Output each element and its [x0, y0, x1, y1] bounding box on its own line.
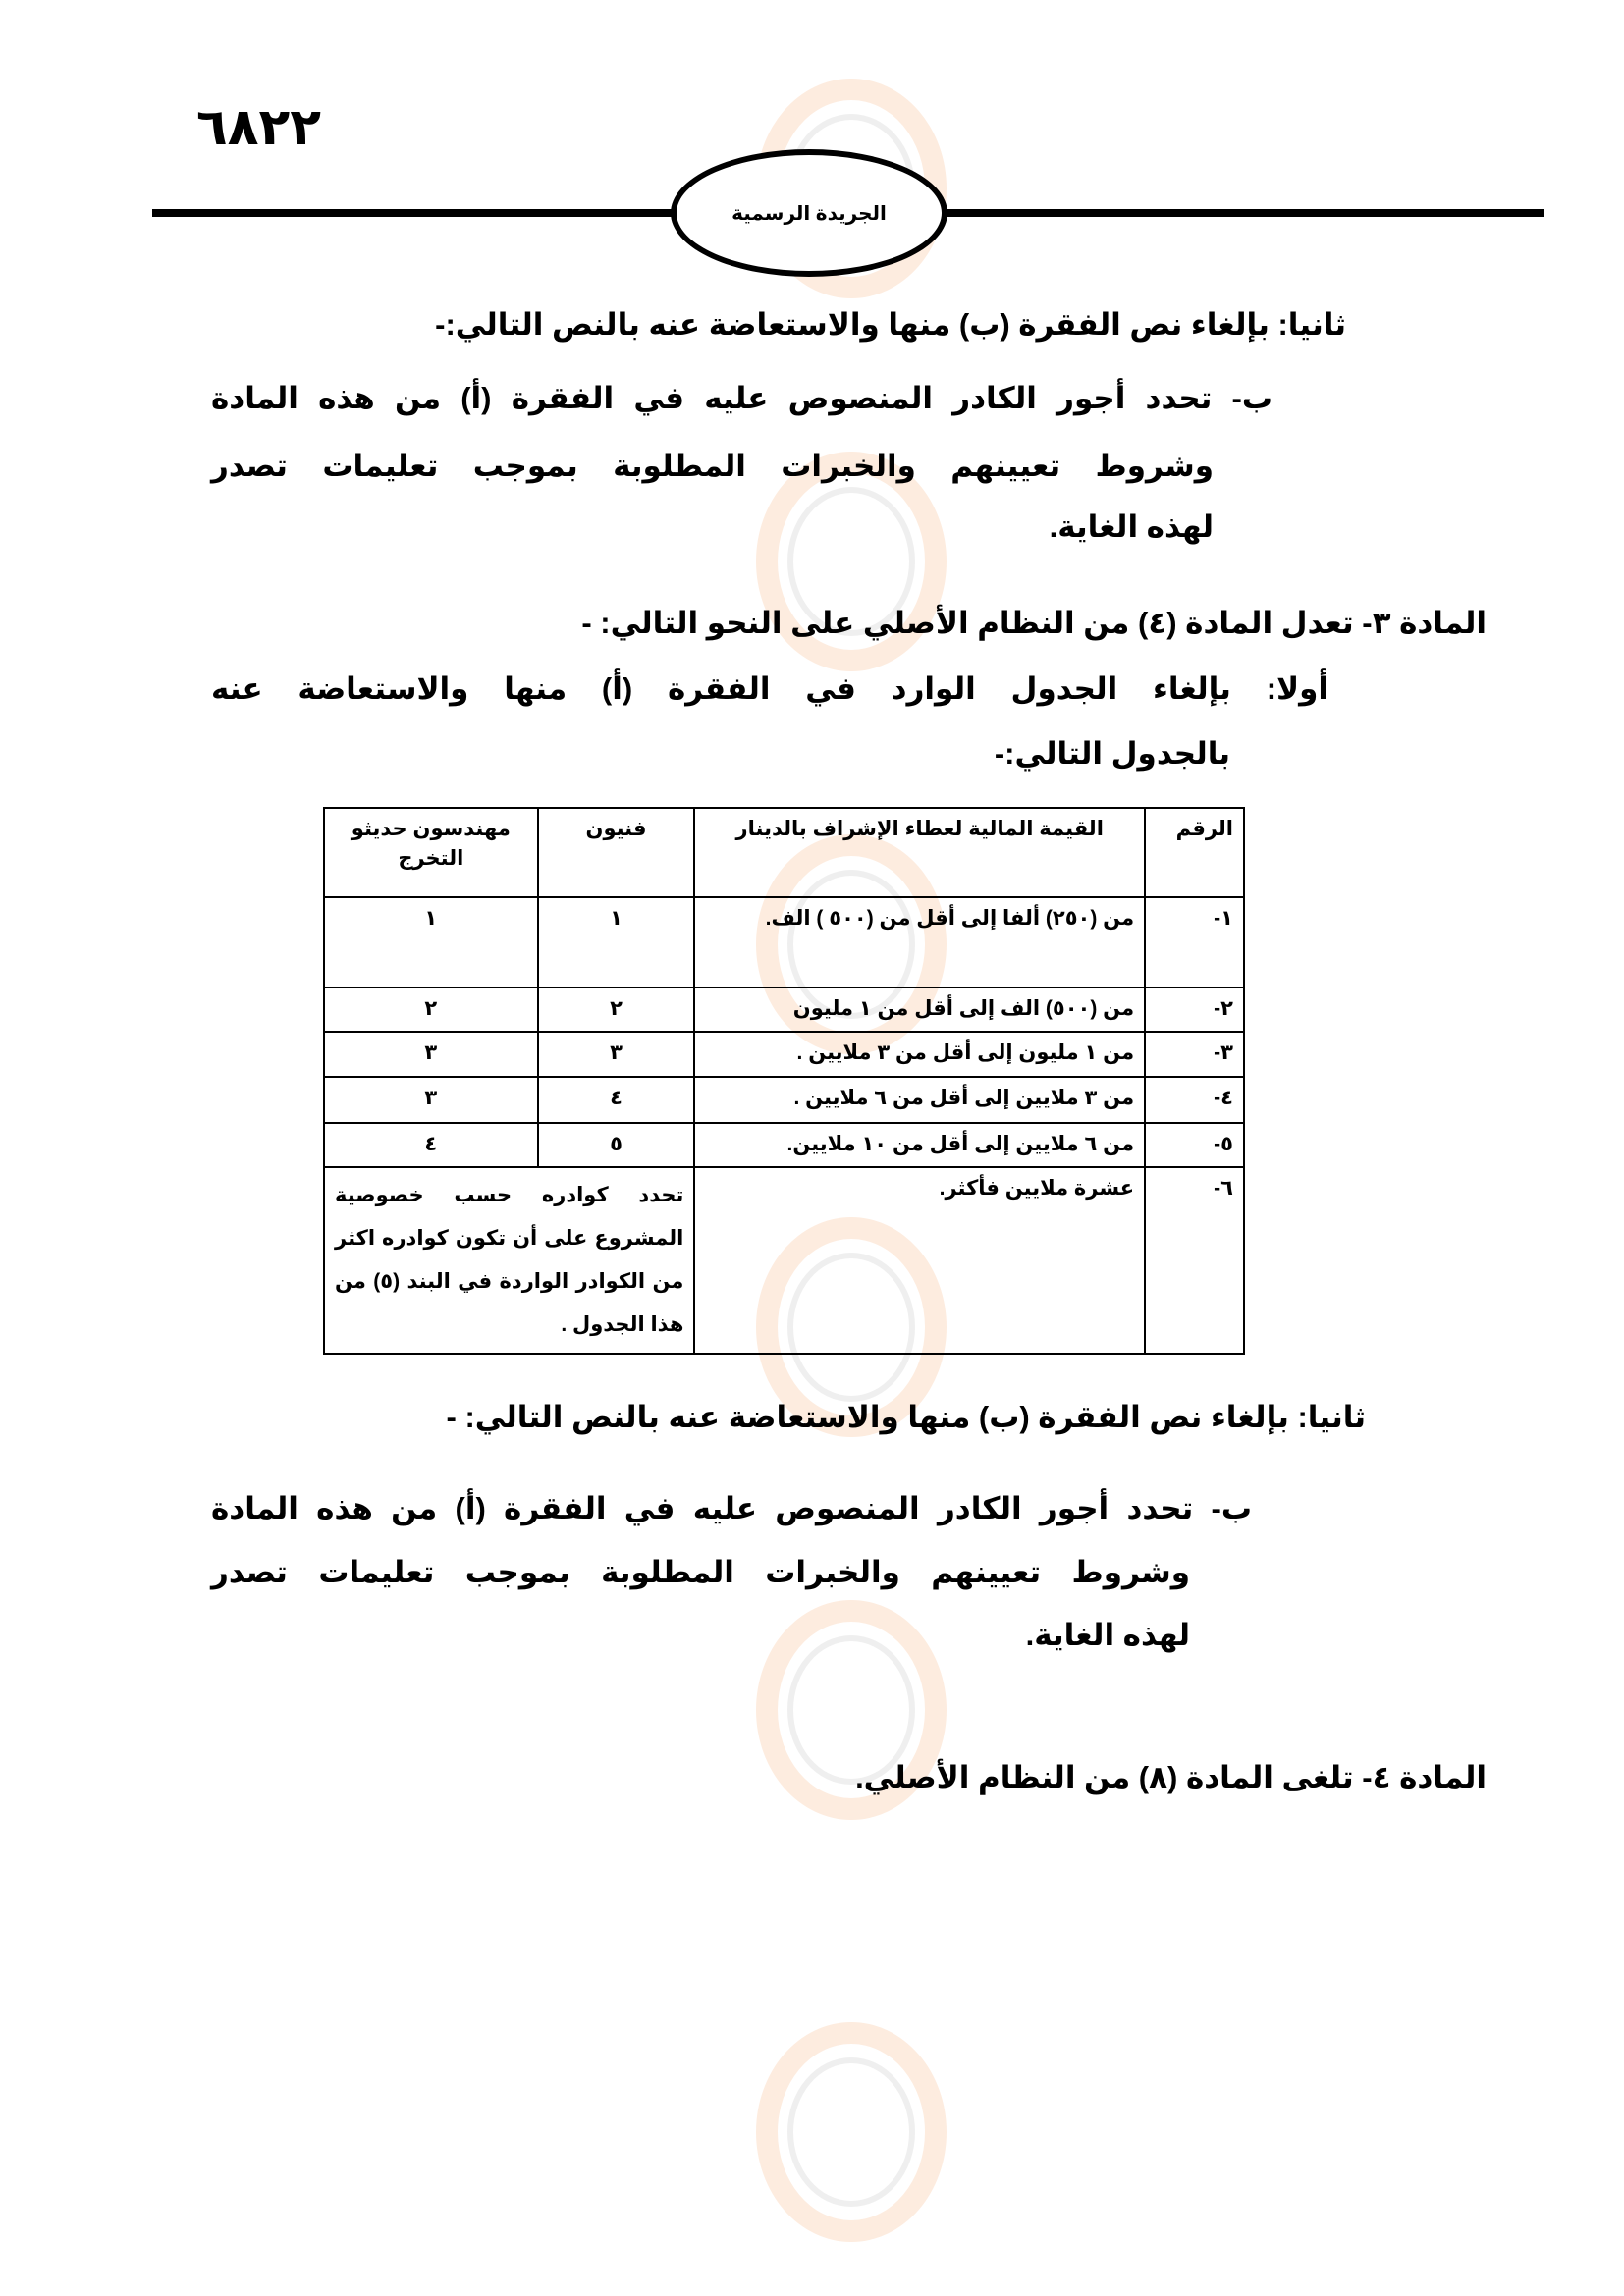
row-merged-staff: تحدد كوادره حسب خصوصية المشروع على أن تكون كوادره اكثر من الكوادر الواردة في البند (٥) من هذا الجدول .: [324, 1167, 694, 1354]
row-value: من (٥٠٠) الف إلى أقل من ١ مليون: [694, 988, 1145, 1032]
gazette-badge: [671, 149, 947, 277]
header-technicians: فنيون: [538, 808, 695, 897]
table-row: [324, 1077, 1244, 1123]
article-3-heading: المادة ٣- تعدل المادة (٤) من النظام الأصلي على النحو التالي: -: [581, 606, 1487, 640]
header-value: القيمة المالية لعطاء الإشراف بالدينار: [694, 808, 1145, 897]
paragraph-b-line3: لهذه الغاية.: [1049, 509, 1214, 544]
row-technicians: ١: [538, 897, 695, 988]
article-3-first-line2: بالجدول التالي:-: [994, 736, 1230, 771]
row-technicians: ٤: [538, 1077, 695, 1123]
row-technicians: ٣: [538, 1032, 695, 1077]
row-engineers: ٣: [324, 1032, 538, 1077]
paragraph-b-line1: ب- تحدد أجور الكادر المنصوص عليه في الفقرة (أ) من هذه المادة: [211, 381, 1272, 415]
row-value: من (٢٥٠) ألفا إلى أقل من (٥٠٠ ) الف.: [694, 897, 1145, 988]
row-number: ٣-: [1145, 1032, 1244, 1077]
row-engineers: ٤: [324, 1123, 538, 1167]
table-row: [324, 988, 1244, 1032]
table-header-row: [324, 808, 1244, 897]
row-number: ٥-: [1145, 1123, 1244, 1167]
paragraph-b-line2: وشروط تعيينهم والخبرات المطلوبة بموجب تعليمات تصدر: [211, 449, 1214, 483]
paragraph-second: ثانيا: بإلغاء نص الفقرة (ب) منها والاستعاضة عنه بالنص التالي:-: [435, 307, 1346, 342]
row-number: ٤-: [1145, 1077, 1244, 1123]
table-row: [324, 1032, 1244, 1077]
watermark-clock-icon: [756, 2022, 947, 2242]
row-value: من ١ مليون إلى أقل من ٣ ملايين .: [694, 1032, 1145, 1077]
paragraph-second-2: ثانيا: بإلغاء نص الفقرة (ب) منها والاستعاضة عنه بالنص التالي: -: [446, 1400, 1366, 1434]
row-number: ٦-: [1145, 1167, 1244, 1354]
row-value: من ٣ ملايين إلى أقل من ٦ ملايين .: [694, 1077, 1145, 1123]
gazette-title: الجريدة الرسمية: [731, 202, 887, 225]
paragraph-b2-line3: لهذه الغاية.: [1025, 1618, 1190, 1652]
table-row: [324, 1167, 1244, 1354]
article-4-heading: المادة ٤- تلغى المادة (٨) من النظام الأصلي.: [855, 1760, 1487, 1794]
header-number: الرقم: [1145, 808, 1244, 897]
row-engineers: ٣: [324, 1077, 538, 1123]
table-row: [324, 1123, 1244, 1167]
row-number: ٢-: [1145, 988, 1244, 1032]
header-engineers: مهندسون حديثو التخرج: [324, 808, 538, 897]
row-technicians: ٥: [538, 1123, 695, 1167]
article-3-first-line1: أولا: بإلغاء الجدول الوارد في الفقرة (أ) منها والاستعاضة عنه: [211, 671, 1328, 706]
row-engineers: ١: [324, 897, 538, 988]
row-number: ١-: [1145, 897, 1244, 988]
row-engineers: ٢: [324, 988, 538, 1032]
paragraph-b2-line2: وشروط تعيينهم والخبرات المطلوبة بموجب تعليمات تصدر: [211, 1555, 1190, 1589]
page-number: ٦٨٢٢: [196, 99, 321, 156]
table-row: [324, 897, 1244, 988]
paragraph-b2-line1: ب- تحدد أجور الكادر المنصوص عليه في الفقرة (أ) من هذه المادة: [211, 1491, 1252, 1525]
row-value: عشرة ملايين فأكثر.: [694, 1167, 1145, 1354]
supervision-staff-table: [323, 807, 1245, 1355]
row-value: من ٦ ملايين إلى أقل من ١٠ ملايين.: [694, 1123, 1145, 1167]
row-technicians: ٢: [538, 988, 695, 1032]
